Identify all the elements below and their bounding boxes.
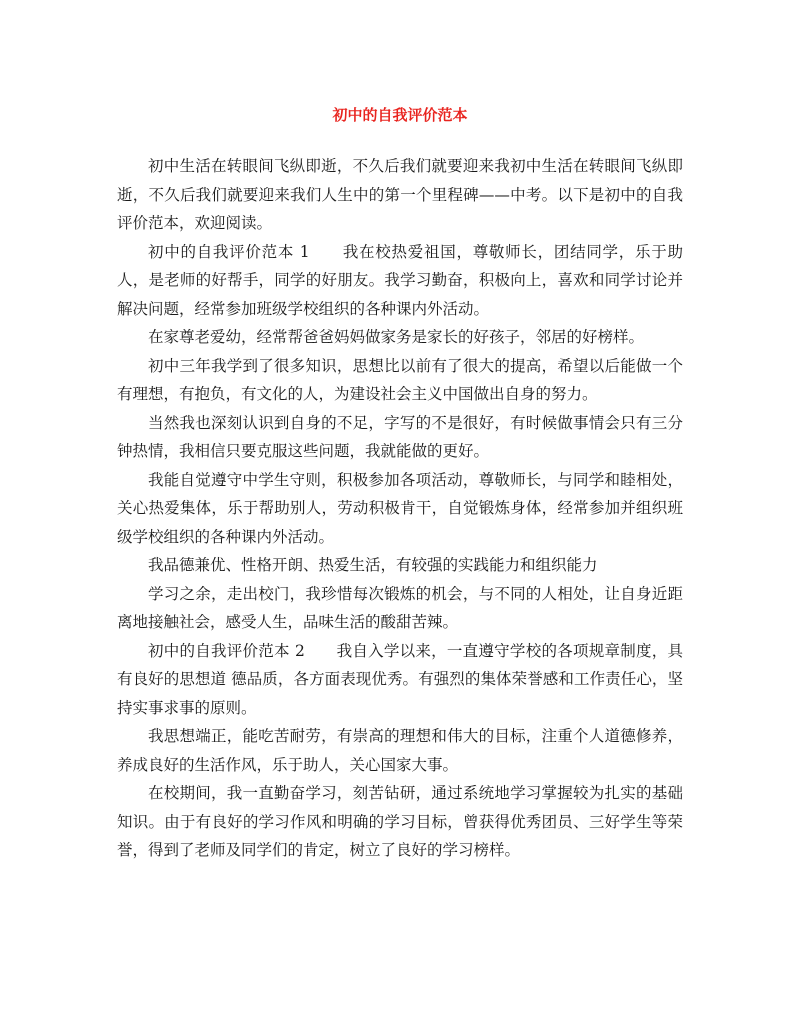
paragraph-rules: 我能自觉遵守中学生守则，积极参加各项活动，尊敬师长，与同学和睦相处，关心热爱集体，乐于帮助别人，劳动积极肯干，自觉锻炼身体，经常参加并组织班级学校组织的各种课内外活动。 <box>117 470 683 546</box>
document-body <box>117 152 683 865</box>
paragraph-study: 在校期间，我一直勤奋学习，刻苦钻研，通过系统地学习掌握较为扎实的基础知识。由于有良好的学习作风和明确的学习目标，曾获得优秀团员、三好学生等荣誉，得到了老师及同学们的肯定，树立了良好的学习榜样。 <box>117 784 683 859</box>
paragraph-family: 在家尊老爱幼，经常帮爸爸妈妈做家务是家长的好孩子，邻居的好榜样。 <box>148 328 645 346</box>
paragraph-intro: 初中生活在转眼间飞纵即逝，不久后我们就要迎来我初中生活在转眼间飞纵即逝，不久后我们就要迎来我们人生中的第一个里程碑——中考。以下是初中的自我评价范本，欢迎阅读。 <box>117 157 683 232</box>
paragraph-society: 学习之余，走出校门，我珍惜每次锻炼的机会，与不同的人相处，让自身近距离地接触社会，感受人生，品味生活的酸甜苦辣。 <box>117 584 683 631</box>
paragraph-sample-2: 初中的自我评价范本 2 我自入学以来，一直遵守学校的各项规章制度，具有良好的思想道 德品质，各方面表现优秀。有强烈的集体荣誉感和工作责任心，坚持实事求事的原则。 <box>117 641 683 717</box>
paragraph-sample-1: 初中的自我评价范本 1 我在校热爱祖国，尊敬师长，团结同学，乐于助人，是老师的好帮手，同学的好朋友。我学习勤奋，积极向上，喜欢和同学讨论并解决问题，经常参加班级学校组织的各种课内外活动。 <box>117 242 683 318</box>
paragraph-character: 我品德兼优、性格开朗、热爱生活，有较强的实践能力和组织能力 <box>148 556 598 574</box>
document-title: 初中的自我评价范本 <box>332 106 468 124</box>
paragraph-knowledge: 初中三年我学到了很多知识，思想比以前有了很大的提高，希望以后能做一个有理想，有抱负，有文化的人，为建设社会主义中国做出自身的努力。 <box>117 356 683 403</box>
paragraph-shortcomings: 当然我也深刻认识到自身的不足，字写的不是很好，有时候做事情会只有三分钟热情，我相信只要克服这些问题，我就能做的更好。 <box>117 413 683 460</box>
paragraph-thoughts: 我思想端正，能吃苦耐劳，有崇高的理想和伟大的目标，注重个人道德修养，养成良好的生活作风，乐于助人，关心国家大事。 <box>117 727 683 774</box>
